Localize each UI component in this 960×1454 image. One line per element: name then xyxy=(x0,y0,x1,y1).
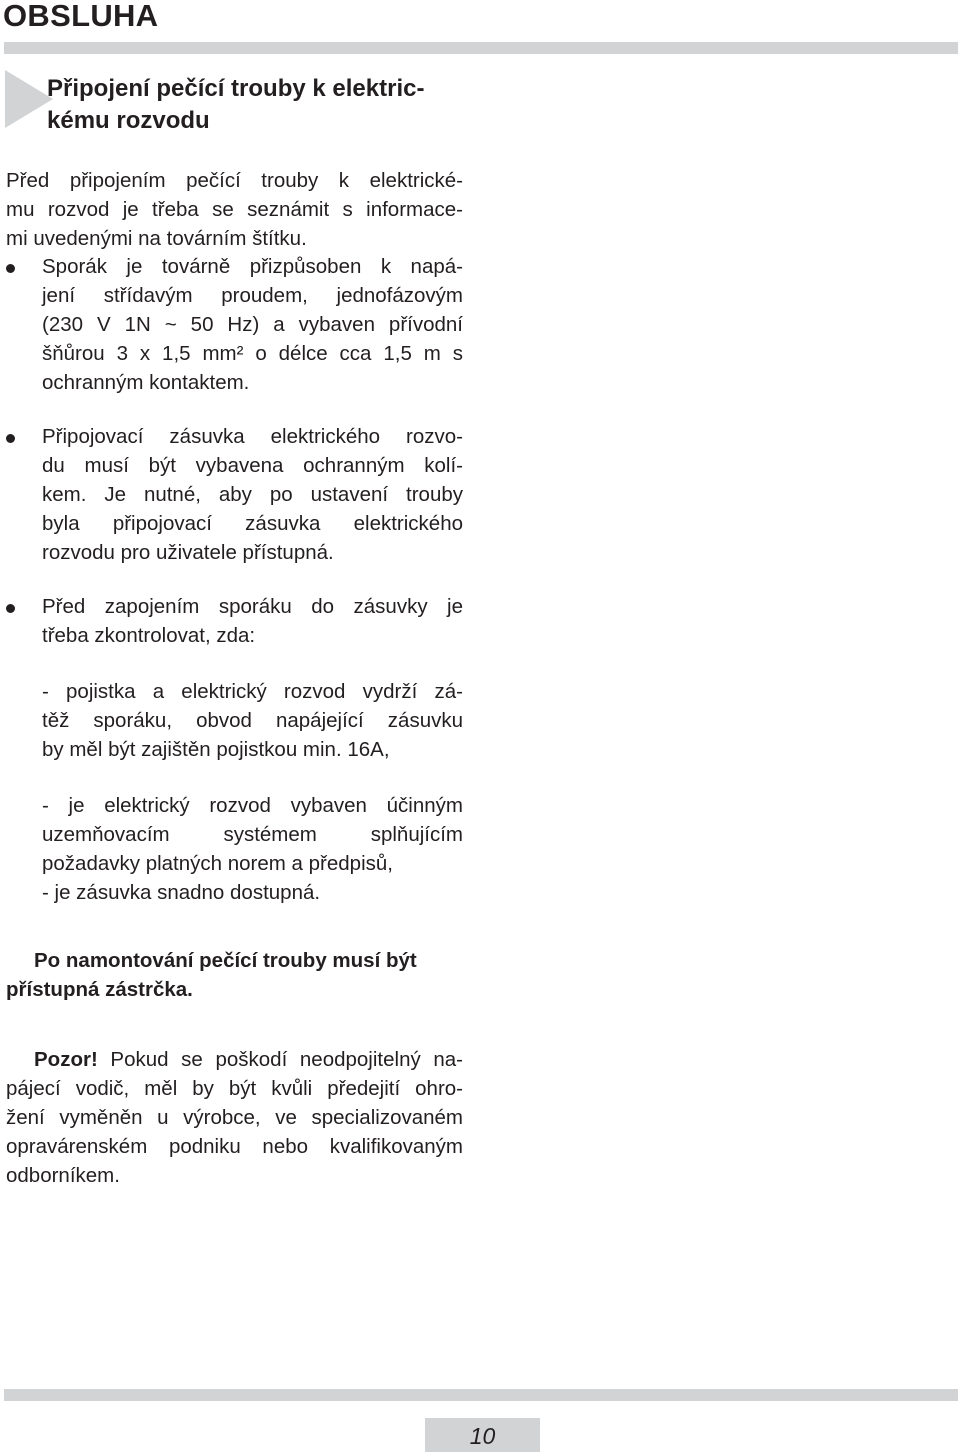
page-number: 10 xyxy=(469,1423,496,1449)
header-divider xyxy=(4,42,958,54)
note-paragraph xyxy=(6,946,466,1004)
warning-text: Pokud se poškodí neodpojitelný na- xyxy=(97,1048,463,1071)
text-line: pájecí vodič, měl by být kvůli předejití ohro- xyxy=(6,1077,463,1100)
bullet-dot-icon xyxy=(6,434,15,443)
text-line: (230 V 1N ~ 50 Hz) a vybaven přívodní xyxy=(42,313,463,336)
text-line: Připojovací zásuvka elektrického rozvo- xyxy=(42,425,463,448)
text-line: ochranným kontaktem. xyxy=(42,371,250,394)
text-line: - pojistka a elektrický rozvod vydrží zá- xyxy=(42,680,463,703)
text-line: rozvodu pro uživatele přístupná. xyxy=(42,541,334,564)
bullet-paragraph xyxy=(42,592,463,650)
text-line: mu rozvod je třeba se seznámit s informace- xyxy=(6,198,463,221)
text-line: Před připojením pečící trouby k elektrické- xyxy=(6,169,463,192)
arrow-right-icon xyxy=(5,70,53,128)
bullet-dot-icon xyxy=(6,604,15,613)
text-line: mi uvedenými na továrním štítku. xyxy=(6,227,307,250)
text-line: opravárenském podniku nebo kvalifikovaným xyxy=(6,1135,463,1158)
check-paragraph xyxy=(42,677,463,764)
section-title: OBSLUHA xyxy=(3,0,159,33)
heading-line: kému rozvodu xyxy=(47,107,210,134)
text-line: třeba zkontrolovat, zda: xyxy=(42,624,256,647)
text-line: žení vyměněn u výrobce, ve specializovaném xyxy=(6,1106,463,1129)
warning-paragraph xyxy=(6,1045,463,1190)
check-paragraph xyxy=(42,791,463,907)
text-line: - je zásuvka snadno dostupná. xyxy=(42,881,321,904)
text-line: du musí být vybavena ochranným kolí- xyxy=(42,454,463,477)
text-line: odborníkem. xyxy=(6,1164,120,1187)
text-line: by měl být zajištěn pojistkou min. 16A, xyxy=(42,738,390,761)
text-line: jení střídavým proudem, jednofázovým xyxy=(42,284,463,307)
text-line: uzemňovacím systémem splňujícím xyxy=(42,823,463,846)
text-line: - je elektrický rozvod vybaven účinným xyxy=(42,794,463,817)
text-line: Před zapojením sporáku do zásuvky je xyxy=(42,595,463,618)
section-heading xyxy=(47,73,477,137)
text-line: požadavky platných norem a předpisů, xyxy=(42,852,393,875)
text-line: kem. Je nutné, aby po ustavení trouby xyxy=(42,483,463,506)
text-line: těž sporáku, obvod napájející zásuvku xyxy=(42,709,463,732)
footer-divider xyxy=(4,1389,958,1401)
bullet-paragraph xyxy=(42,422,463,567)
text-line: šňůrou 3 x 1,5 mm² o délce cca 1,5 m s xyxy=(42,342,463,365)
heading-line: Připojení pečící trouby k elektric- xyxy=(47,75,425,102)
bullet-paragraph xyxy=(42,252,463,397)
text-line: přístupná zástrčka. xyxy=(6,978,193,1001)
bullet-dot-icon xyxy=(6,264,15,273)
text-line xyxy=(6,1045,463,1074)
intro-paragraph xyxy=(6,166,463,253)
text-line: Po namontování pečící trouby musí být xyxy=(34,949,417,972)
page-number-box xyxy=(425,1418,540,1452)
warning-label: Pozor! xyxy=(34,1048,98,1071)
text-line: byla připojovací zásuvka elektrického xyxy=(42,512,463,535)
text-line: Sporák je továrně přizpůsoben k napá- xyxy=(42,255,463,278)
